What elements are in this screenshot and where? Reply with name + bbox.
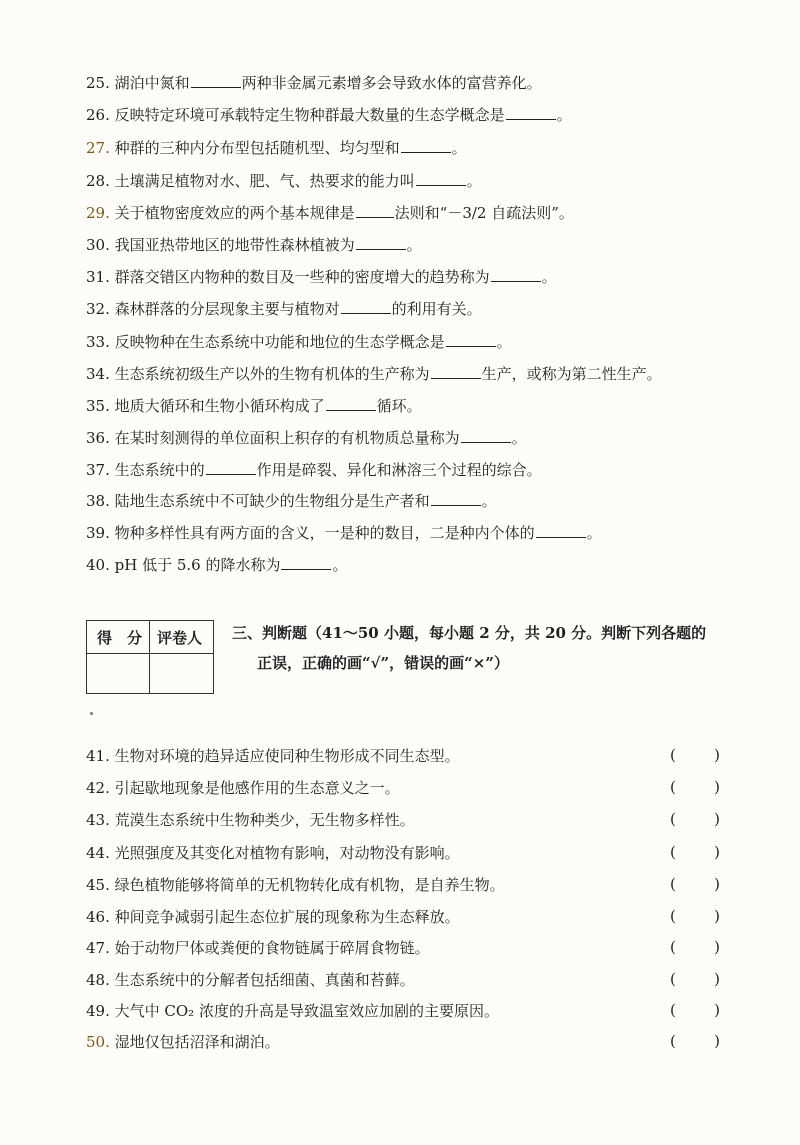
- question-number: 29.: [86, 204, 110, 222]
- answer-blank[interactable]: [356, 203, 394, 218]
- question-number: 47.: [86, 939, 110, 957]
- question-text-before: 反映物种在生态系统中功能和地位的生态学概念是: [114, 333, 445, 351]
- question-text-after: 。: [586, 524, 602, 542]
- question-number: 26.: [86, 106, 110, 124]
- judge-question: [86, 778, 726, 798]
- question-number: 30.: [86, 236, 110, 254]
- question-text-before: 种群的三种内分布型包括随机型、均匀型和: [114, 139, 400, 157]
- fill-question: [86, 364, 726, 384]
- answer-blank[interactable]: [416, 171, 466, 186]
- close-paren: ): [714, 843, 720, 861]
- judge-question: [86, 970, 726, 990]
- question-number: 49.: [86, 1002, 110, 1020]
- fill-question: [86, 523, 726, 543]
- answer-blank[interactable]: [491, 267, 541, 282]
- question-text-after: 的利用有关。: [391, 300, 482, 318]
- score-box-divider: [149, 621, 150, 693]
- question-number: 35.: [86, 397, 110, 415]
- question-text-after: 。: [541, 268, 557, 286]
- fill-question: [86, 105, 726, 125]
- close-paren: ): [714, 746, 720, 764]
- answer-blank[interactable]: [356, 235, 406, 250]
- answer-blank[interactable]: [191, 73, 241, 88]
- open-paren: (: [670, 810, 676, 828]
- open-paren: (: [670, 875, 676, 893]
- question-number: 34.: [86, 365, 110, 383]
- close-paren: ): [714, 938, 720, 956]
- question-text: 光照强度及其变化对植物有影响，对动物没有影响。: [114, 844, 460, 862]
- question-text-before: 物种多样性具有两方面的含义，一是种的数目，二是种内个体的: [114, 524, 535, 542]
- question-text-before: 群落交错区内物种的数目及一些种的密度增大的趋势称为: [114, 268, 490, 286]
- judge-question: [86, 746, 726, 766]
- question-number: 44.: [86, 844, 110, 862]
- question-number: 28.: [86, 172, 110, 190]
- answer-parentheses[interactable]: [670, 875, 720, 893]
- question-number: 45.: [86, 876, 110, 894]
- answer-blank[interactable]: [281, 555, 331, 570]
- answer-blank[interactable]: [536, 523, 586, 538]
- fill-question: [86, 555, 726, 575]
- fill-question: [86, 203, 726, 223]
- question-text-before: 反映特定环境可承载特定生物种群最大数量的生态学概念是: [114, 106, 505, 124]
- question-text-after: 。: [481, 492, 497, 510]
- question-text-before: 我国亚热带地区的地带性森林植被为: [114, 236, 355, 254]
- question-text-before: 生态系统中的: [114, 461, 205, 479]
- question-text: 湿地仅包括沼泽和湖泊。: [114, 1033, 280, 1051]
- close-paren: ): [714, 810, 720, 828]
- answer-parentheses[interactable]: [670, 810, 720, 828]
- close-paren: ): [714, 1032, 720, 1050]
- fill-question: [86, 460, 726, 480]
- answer-parentheses[interactable]: [670, 843, 720, 861]
- question-text: 生物对环境的趋异适应使同种生物形成不同生态型。: [114, 747, 460, 765]
- question-text-before: 土壤满足植物对水、肥、气、热要求的能力叫: [114, 172, 415, 190]
- question-text-before: 湖泊中氮和: [114, 74, 190, 92]
- question-text-after: 两种非金属元素增多会导致水体的富营养化。: [241, 74, 542, 92]
- question-number: 39.: [86, 524, 110, 542]
- open-paren: (: [670, 1032, 676, 1050]
- answer-blank[interactable]: [446, 332, 496, 347]
- question-text: 种间竞争减弱引起生态位扩展的现象称为生态释放。: [114, 908, 460, 926]
- open-paren: (: [670, 746, 676, 764]
- score-label: 得 分: [97, 629, 143, 647]
- question-number: 37.: [86, 461, 110, 479]
- question-number: 33.: [86, 333, 110, 351]
- question-text-after: 生产，或称为第二性生产。: [481, 365, 662, 383]
- question-text: 生态系统中的分解者包括细菌、真菌和苔藓。: [114, 971, 415, 989]
- answer-blank[interactable]: [431, 491, 481, 506]
- answer-parentheses[interactable]: [670, 1032, 720, 1050]
- question-number: 27.: [86, 139, 110, 157]
- question-text-before: 地质大循环和生物小循环构成了: [114, 397, 325, 415]
- judge-question: [86, 1032, 726, 1052]
- question-text-after: 循环。: [376, 397, 422, 415]
- question-number: 50.: [86, 1033, 110, 1051]
- question-text: 荒漠生态系统中生物种类少，无生物多样性。: [114, 811, 415, 829]
- question-number: 32.: [86, 300, 110, 318]
- fill-question: [86, 267, 726, 287]
- answer-blank[interactable]: [461, 428, 511, 443]
- question-number: 38.: [86, 492, 110, 510]
- question-number: 40.: [86, 556, 110, 574]
- close-paren: ): [714, 778, 720, 796]
- close-paren: ): [714, 875, 720, 893]
- answer-parentheses[interactable]: [670, 907, 720, 925]
- judge-question: [86, 843, 726, 863]
- question-number: 36.: [86, 429, 110, 447]
- question-text-after: 。: [466, 172, 482, 190]
- answer-parentheses[interactable]: [670, 938, 720, 956]
- question-text: 大气中 CO₂ 浓度的升高是导致温室效应加剧的主要原因。: [114, 1002, 499, 1020]
- question-text-before: 生态系统初级生产以外的生物有机体的生产称为: [114, 365, 430, 383]
- open-paren: (: [670, 938, 676, 956]
- fill-question: [86, 299, 726, 319]
- question-number: 25.: [86, 74, 110, 92]
- judge-question: [86, 938, 726, 958]
- fill-question: [86, 396, 726, 416]
- fill-question: [86, 491, 726, 511]
- question-text-after: 作用是碎裂、异化和淋溶三个过程的综合。: [256, 461, 542, 479]
- judge-question: [86, 907, 726, 927]
- answer-parentheses[interactable]: [670, 778, 720, 796]
- close-paren: ): [714, 970, 720, 988]
- close-paren: ): [714, 1001, 720, 1019]
- open-paren: (: [670, 970, 676, 988]
- question-text: 引起歇地现象是他感作用的生态意义之一。: [114, 779, 400, 797]
- section-heading-line-2: 正误，正确的画“√”，错误的画“×”）: [257, 654, 509, 672]
- grader-label: 评卷人: [157, 629, 203, 647]
- question-number: 42.: [86, 779, 110, 797]
- answer-blank[interactable]: [326, 396, 376, 411]
- section-heading: [232, 618, 732, 678]
- open-paren: (: [670, 843, 676, 861]
- question-number: 41.: [86, 747, 110, 765]
- fill-question: [86, 332, 726, 352]
- fill-question: [86, 235, 726, 255]
- fill-question: [86, 428, 726, 448]
- open-paren: (: [670, 1001, 676, 1019]
- question-text-after: 。: [406, 236, 422, 254]
- answer-blank[interactable]: [431, 364, 481, 379]
- question-text-after: 法则和“－3/2 自疏法则”。: [394, 204, 574, 222]
- question-text-before: 陆地生态系统中不可缺少的生物组分是生产者和: [114, 492, 430, 510]
- question-text-after: 。: [332, 556, 348, 574]
- question-text-after: 。: [556, 106, 572, 124]
- fill-question: [86, 171, 726, 191]
- answer-parentheses[interactable]: [670, 746, 720, 764]
- question-number: 31.: [86, 268, 110, 286]
- judge-question: [86, 810, 726, 830]
- question-text-after: 。: [511, 429, 527, 447]
- score-box: [86, 620, 214, 694]
- answer-parentheses[interactable]: [670, 1001, 720, 1019]
- answer-blank[interactable]: [401, 138, 451, 153]
- question-text: 始于动物尸体或粪便的食物链属于碎屑食物链。: [114, 939, 430, 957]
- question-text-before: pH 低于 5.6 的降水称为: [114, 556, 281, 574]
- open-paren: (: [670, 907, 676, 925]
- section-heading-line-1: 三、判断题（41～50 小题，每小题 2 分，共 20 分。判断下列各题的: [232, 624, 707, 642]
- question-number: 48.: [86, 971, 110, 989]
- answer-blank[interactable]: [206, 460, 256, 475]
- open-paren: (: [670, 778, 676, 796]
- question-text-before: 在某时刻测得的单位面积上积存的有机物质总量称为: [114, 429, 460, 447]
- question-text-after: 。: [451, 139, 467, 157]
- answer-parentheses[interactable]: [670, 970, 720, 988]
- answer-blank[interactable]: [506, 105, 556, 120]
- close-paren: ): [714, 907, 720, 925]
- judge-question: [86, 875, 726, 895]
- answer-blank[interactable]: [341, 299, 391, 314]
- judge-question: [86, 1001, 726, 1021]
- fill-question: [86, 73, 726, 93]
- question-number: 46.: [86, 908, 110, 926]
- question-text: 绿色植物能够将简单的无机物转化成有机物，是自养生物。: [114, 876, 505, 894]
- question-text-before: 关于植物密度效应的两个基本规律是: [114, 204, 355, 222]
- question-text-after: 。: [496, 333, 512, 351]
- fill-question: [86, 138, 726, 158]
- question-text-before: 森林群落的分层现象主要与植物对: [114, 300, 340, 318]
- scan-speck: [90, 712, 93, 715]
- question-number: 43.: [86, 811, 110, 829]
